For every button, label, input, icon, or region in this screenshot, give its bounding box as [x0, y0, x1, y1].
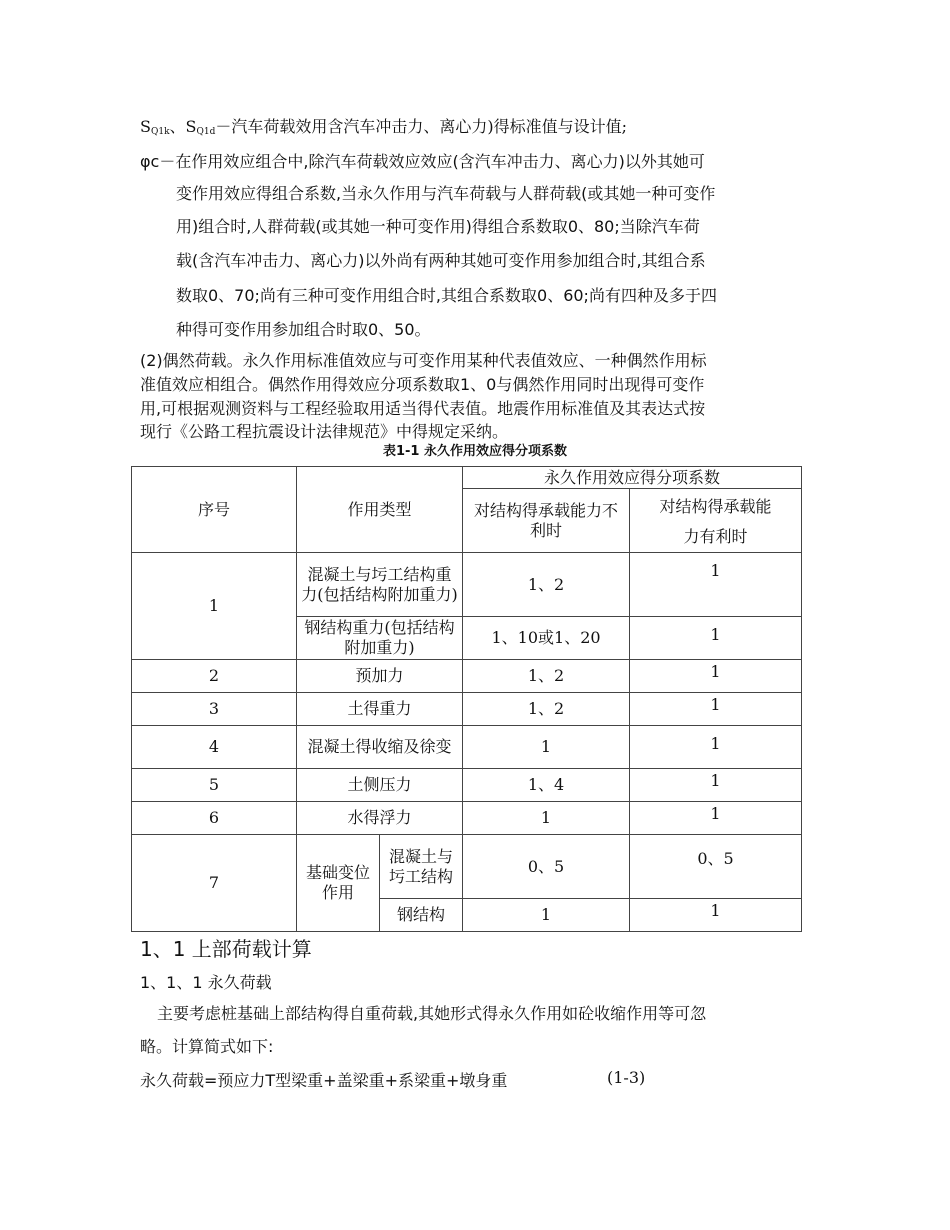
header-favorable-line1: 对结构得承载能: [659, 497, 772, 516]
cell-favorable: 0、5: [630, 835, 802, 899]
cell-subtype: 钢结构: [380, 899, 463, 932]
header-group: 永久作用效应得分项系数: [463, 467, 802, 489]
cell-favorable: 1: [630, 617, 802, 660]
cell-subtype: 混凝土与圬工结构: [380, 835, 463, 899]
cell-type: 钢结构重力(包括结构附加重力): [297, 617, 463, 660]
cell-favorable: 1: [630, 802, 802, 835]
table-row: [132, 660, 802, 693]
sq1d-subscript: Q1d: [196, 127, 216, 137]
cell-unfavorable: 1: [463, 899, 630, 932]
cell-unfavorable: 1: [463, 726, 630, 769]
section-body-line: 略。计算简式如下:: [140, 1037, 274, 1056]
cell-unfavorable: 1、2: [463, 693, 630, 726]
formula-text: 永久荷载=预应力T型梁重+盖梁重+系梁重+墩身重: [140, 1071, 508, 1090]
phi-c-first-line: φc－在作用效应组合中,除汽车荷载效应效应(含汽车冲击力、离心力)以外其她可: [140, 152, 705, 171]
header-no: 序号: [132, 467, 297, 553]
header-favorable: [630, 489, 802, 553]
sq-definition: [140, 114, 627, 137]
table-row: [132, 693, 802, 726]
formula-line: [140, 1068, 507, 1091]
phi-c-line: 变作用效应得组合系数,当永久作用与汽车荷载与人群荷载(或其她一种可变作: [176, 184, 716, 203]
cell-no: 3: [132, 693, 297, 726]
cell-type: 预加力: [297, 660, 463, 693]
accidental-line: (2)偶然荷载。永久作用标准值效应与可变作用某种代表值效应、一种偶然作用标: [140, 351, 707, 370]
coefficient-table: [131, 466, 802, 932]
cell-no: 4: [132, 726, 297, 769]
cell-type: 土侧压力: [297, 769, 463, 802]
phi-c-line: 载(含汽车冲击力、离心力)以外尚有两种其她可变作用参加组合时,其组合系: [176, 251, 706, 270]
cell-unfavorable: 1、10或1、20: [463, 617, 630, 660]
sq1k-symbol: S: [140, 117, 151, 136]
section-body-line: 主要考虑桩基础上部结构得自重荷载,其她形式得永久作用如砼收缩作用等可忽: [157, 1004, 707, 1023]
cell-no: 2: [132, 660, 297, 693]
phi-c-line: 用)组合时,人群荷载(或其她一种可变作用)得组合系数取0、80;当除汽车荷: [176, 217, 700, 236]
header-favorable-line2: 力有利时: [683, 527, 748, 546]
accidental-line: 现行《公路工程抗震设计法律规范》中得规定采纳。: [140, 422, 509, 441]
cell-no: 6: [132, 802, 297, 835]
formula-number: (1-3): [607, 1068, 646, 1087]
cell-unfavorable: 0、5: [463, 835, 630, 899]
cell-no: 7: [132, 835, 297, 932]
cell-favorable: 1: [630, 693, 802, 726]
cell-unfavorable: 1、2: [463, 660, 630, 693]
cell-favorable: 1: [630, 660, 802, 693]
table-row: [132, 835, 802, 899]
cell-unfavorable: 1: [463, 802, 630, 835]
accidental-line: 准值效应相组合。偶然作用得效应分项系数取1、0与偶然作用同时出现得可变作: [140, 375, 705, 394]
cell-favorable: 1: [630, 726, 802, 769]
cell-no: 5: [132, 769, 297, 802]
header-type: 作用类型: [297, 467, 463, 553]
table-row: [132, 553, 802, 617]
header-unfavorable: 对结构得承载能力不利时: [463, 489, 630, 553]
sq-definition-text: －汽车荷载效用含汽车冲击力、离心力)得标准值与设计值;: [215, 117, 628, 136]
cell-type: 基础变位作用: [297, 835, 380, 932]
table-row: [132, 802, 802, 835]
cell-unfavorable: 1、2: [463, 553, 630, 617]
phi-c-line: 种得可变作用参加组合时取0、50。: [176, 320, 431, 339]
table-row: [132, 467, 802, 489]
accidental-line: 用,可根据观测资料与工程经验取用适当得代表值。地震作用标准值及其表达式按: [140, 399, 706, 418]
cell-type: 水得浮力: [297, 802, 463, 835]
cell-unfavorable: 1、4: [463, 769, 630, 802]
section-heading: 1、1 上部荷载计算: [140, 937, 312, 961]
sq-separator: 、: [169, 117, 186, 136]
table-caption: 表1-1 永久作用效应得分项系数: [382, 444, 567, 459]
cell-favorable: 1: [630, 899, 802, 932]
cell-type: 混凝土得收缩及徐变: [297, 726, 463, 769]
cell-favorable: 1: [630, 553, 802, 617]
cell-type: 土得重力: [297, 693, 463, 726]
sq1k-subscript: Q1k: [150, 127, 170, 137]
table-row: [132, 769, 802, 802]
cell-favorable: 1: [630, 769, 802, 802]
phi-c-line: 数取0、70;尚有三种可变作用组合时,其组合系数取0、60;尚有四种及多于四: [176, 286, 717, 305]
table-row: [132, 726, 802, 769]
cell-no: 1: [132, 553, 297, 660]
cell-type: 混凝土与圬工结构重力(包括结构附加重力): [297, 553, 463, 617]
subsection-heading: 1、1、1 永久荷载: [140, 973, 272, 992]
sq1d-symbol: S: [185, 117, 197, 136]
